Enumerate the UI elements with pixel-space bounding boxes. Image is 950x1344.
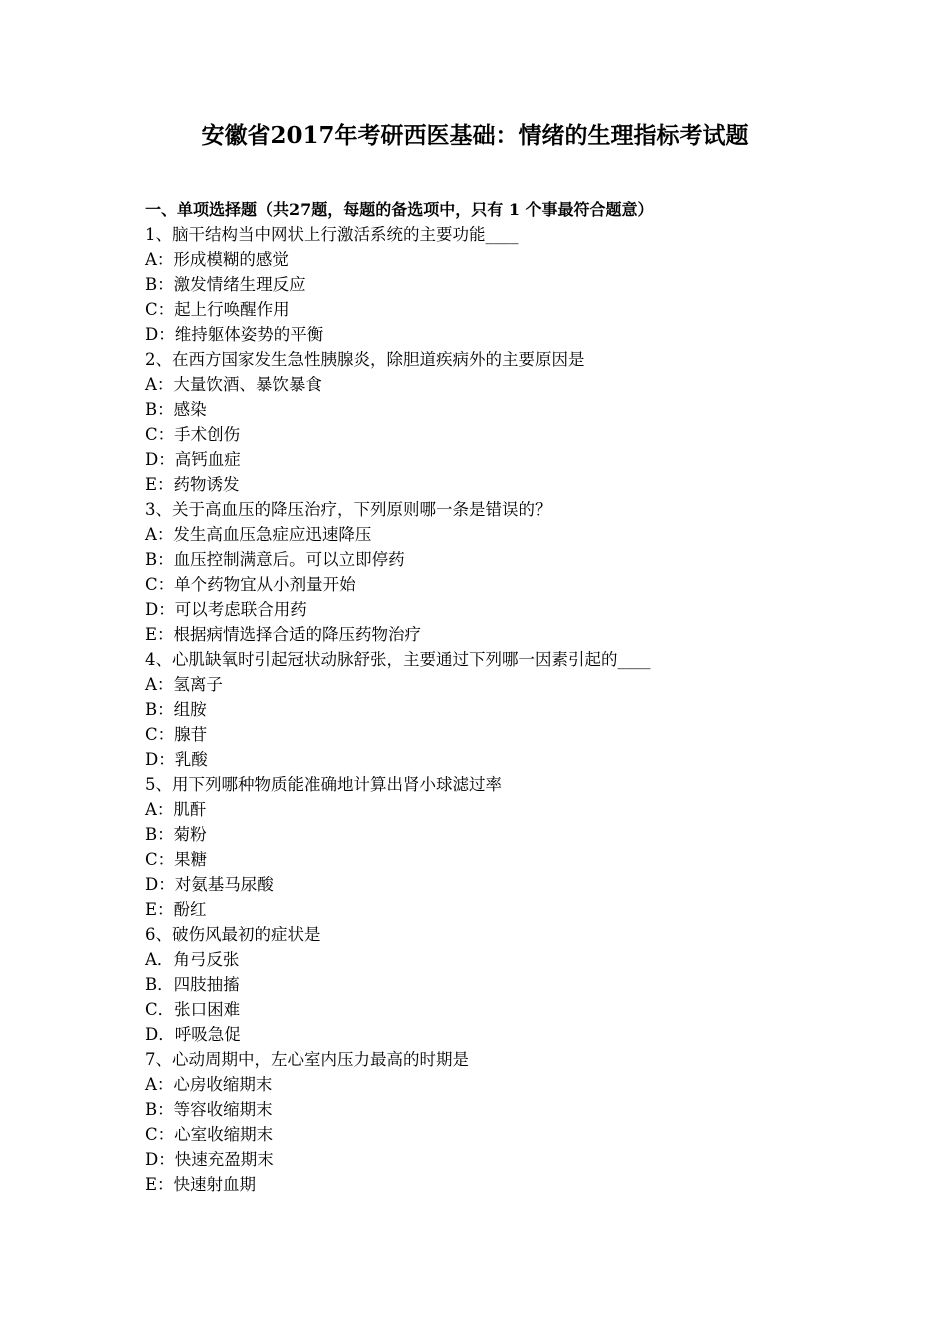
answer-option: D．呼吸急促 (145, 1025, 241, 1044)
answer-option: B：激发情绪生理反应 (145, 275, 306, 294)
answer-option: C：手术创伤 (145, 425, 241, 444)
answer-option: B：菊粉 (145, 825, 207, 844)
section-heading: 一、单项选择题（共27题，每题的备选项中，只有 1 个事最符合题意） (145, 200, 654, 219)
answer-option: C：起上行唤醒作用 (145, 300, 290, 319)
answer-option: A：氢离子 (145, 675, 223, 694)
answer-option: D：维持躯体姿势的平衡 (145, 325, 324, 344)
answer-option: D：对氨基马尿酸 (145, 875, 274, 894)
answer-option: A：发生高血压急症应迅速降压 (145, 525, 372, 544)
answer-option: D：可以考虑联合用药 (145, 600, 307, 619)
answer-option: A：大量饮酒、暴饮暴食 (145, 375, 322, 394)
question-list (145, 222, 845, 1197)
answer-option: A：肌酐 (145, 800, 207, 819)
answer-option: D：乳酸 (145, 750, 208, 769)
answer-option: C．张口困难 (145, 1000, 241, 1019)
question-text: 3、关于高血压的降压治疗，下列原则哪一条是错误的？ (145, 500, 552, 519)
answer-option: C：腺苷 (145, 725, 208, 744)
answer-option: B．四肢抽搐 (145, 975, 240, 994)
question-text: 6、破伤风最初的症状是 (145, 925, 321, 944)
answer-option: B：感染 (145, 400, 207, 419)
question-text: 5、用下列哪种物质能准确地计算出肾小球滤过率 (145, 775, 502, 794)
answer-option: C：心室收缩期末 (145, 1125, 274, 1144)
answer-option: D：快速充盈期末 (145, 1150, 274, 1169)
answer-option: B：血压控制满意后。可以立即停药 (145, 550, 405, 569)
question-text: 7、心动周期中，左心室内压力最高的时期是 (145, 1050, 469, 1069)
answer-option: E：快速射血期 (145, 1175, 257, 1194)
answer-option: A：心房收缩期末 (145, 1075, 273, 1094)
answer-option: C：单个药物宜从小剂量开始 (145, 575, 356, 594)
question-text: 4、心肌缺氧时引起冠状动脉舒张，主要通过下列哪一因素引起的____ (145, 650, 651, 669)
answer-option: E：药物诱发 (145, 475, 240, 494)
answer-option: E：酚红 (145, 900, 207, 919)
answer-option: D：高钙血症 (145, 450, 241, 469)
question-text: 2、在西方国家发生急性胰腺炎，除胆道疾病外的主要原因是 (145, 350, 585, 369)
answer-option: A．角弓反张 (145, 950, 240, 969)
answer-option: B：组胺 (145, 700, 207, 719)
answer-option: C：果糖 (145, 850, 208, 869)
question-text: 1、脑干结构当中网状上行激活系统的主要功能____ (145, 225, 519, 244)
answer-option: E：根据病情选择合适的降压药物治疗 (145, 625, 422, 644)
answer-option: A：形成模糊的感觉 (145, 250, 289, 269)
document-title: 安徽省2017年考研西医基础：情绪的生理指标考试题 (201, 122, 749, 149)
answer-option: B：等容收缩期末 (145, 1100, 273, 1119)
